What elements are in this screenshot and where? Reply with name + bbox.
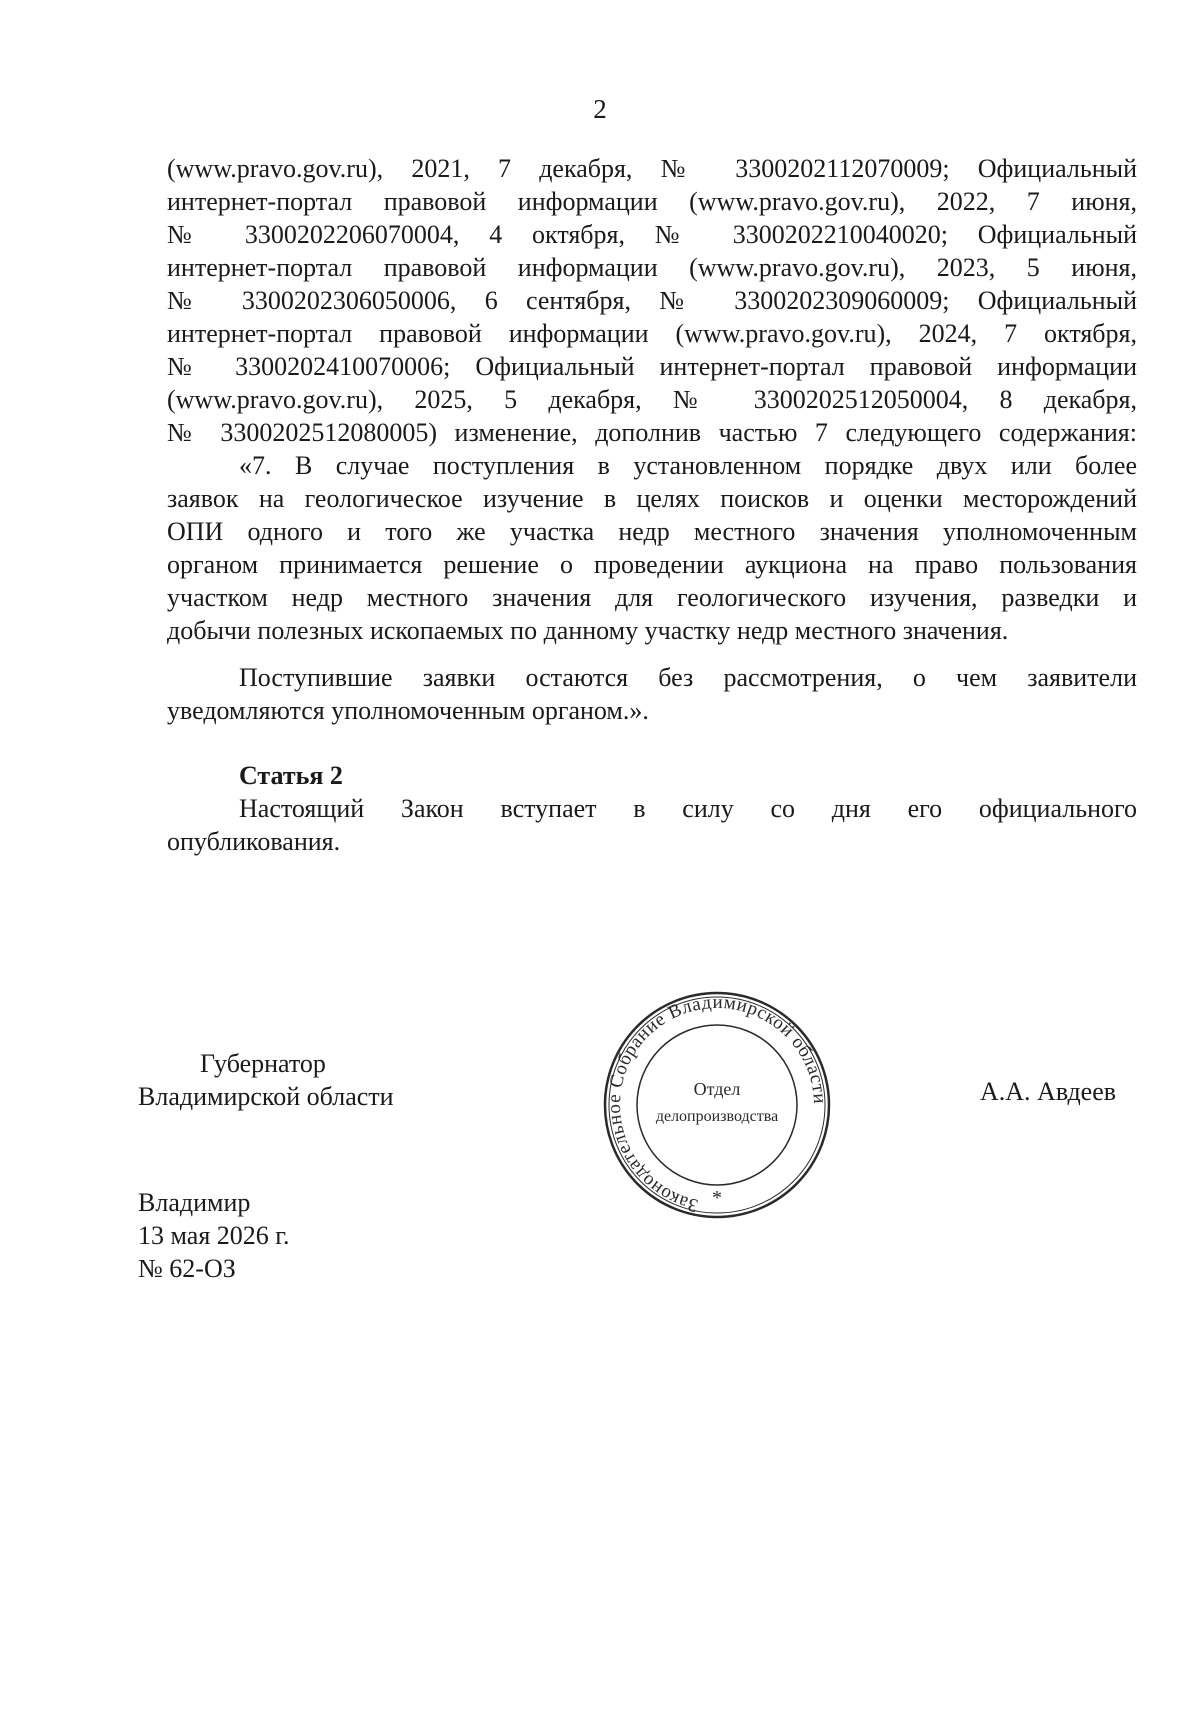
paragraph3-line: уведомляются уполномоченным органом.». [167, 696, 649, 725]
signatory-title [138, 1047, 394, 1113]
paragraph-gap [167, 647, 1137, 661]
seal-ring-text: Законодательное Собрание Владимирской области [603, 991, 831, 1216]
paragraph1-line: интернет-портал правовой информации (www.pravo.gov.ru), 2023, 5 июня, [167, 253, 1137, 282]
paragraph2-line: участком недр местного значения для геологического изучения, разведки и [167, 583, 1137, 612]
footer-number: № 62-ОЗ [138, 1254, 236, 1283]
signatory-title-line1: Губернатор [200, 1049, 326, 1078]
article-heading: Статья 2 [239, 761, 343, 790]
article-line: опубликования. [167, 827, 341, 856]
document-body [167, 152, 1137, 858]
paragraph1-line: (www.pravo.gov.ru), 2021, 7 декабря, № 3300202112070009; Официальный [167, 154, 1137, 183]
paragraph1-line: интернет-портал правовой информации (www.pravo.gov.ru), 2022, 7 июня, [167, 187, 1137, 216]
paragraph2-line: добычи полезных ископаемых по данному участку недр местного значения. [167, 616, 1009, 645]
footer-city: Владимир [138, 1188, 251, 1217]
paragraph2-line: «7. В случае поступления в установленном порядке двух или более [239, 451, 1137, 480]
signatory-name: А.А. Авдеев [980, 1077, 1117, 1106]
seal-center-line2: делопроизводства [655, 1108, 779, 1125]
document-footer [138, 1186, 290, 1285]
paragraph2-line: ОПИ одного и того же участка недр местного значения уполномоченным [167, 517, 1137, 546]
page-number: 2 [593, 94, 607, 124]
seal-star: * [712, 1187, 722, 1209]
seal-center-line1: Отдел [693, 1079, 741, 1099]
paragraph1-line: (www.pravo.gov.ru), 2025, 5 декабря, № 3300202512050004, 8 декабря, [167, 385, 1137, 414]
official-seal [602, 990, 832, 1220]
paragraph2-line: заявок на геологическое изучение в целях поисков и оценки месторождений [167, 484, 1137, 513]
paragraph1-line: интернет-портал правовой информации (www.pravo.gov.ru), 2024, 7 октября, [167, 319, 1137, 348]
paragraph2-line: органом принимается решение о проведении аукциона на право пользования [167, 550, 1137, 579]
paragraph1-line: № 3300202206070004, 4 октября, № 3300202210040020; Официальный [167, 220, 1137, 249]
paragraph1-line: № 3300202512080005) изменение, дополнив частью 7 следующего содержания: [167, 418, 1137, 447]
footer-date: 13 мая 2026 г. [138, 1221, 290, 1250]
article-line: Настоящий Закон вступает в силу со дня его официального [239, 794, 1137, 823]
paragraph3-line: Поступившие заявки остаются без рассмотрения, о чем заявители [239, 663, 1137, 692]
paragraph1-line: № 3300202410070006; Официальный интернет-портал правовой информации [167, 352, 1137, 381]
signatory-title-line2: Владимирской области [138, 1082, 394, 1111]
paragraph1-line: № 3300202306050006, 6 сентября, № 3300202309060009; Официальный [167, 286, 1137, 315]
